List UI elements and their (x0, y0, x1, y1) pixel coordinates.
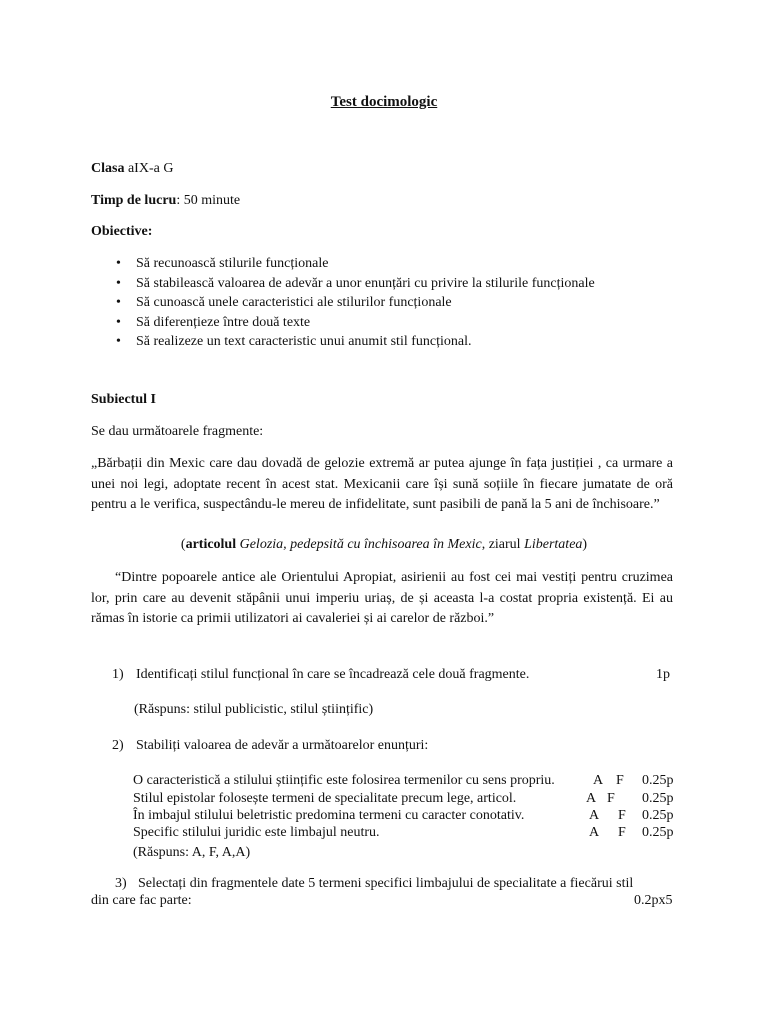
q2-statement: Specific stilului juridic este limbajul neutru. (133, 825, 380, 840)
source-newspaper: Libertatea (524, 537, 583, 552)
objective-item: • Să recunoască stilurile funcționale (116, 254, 595, 274)
time-line (91, 193, 240, 209)
source-label: articolul (185, 537, 237, 552)
fragment-1: „Bărbații din Mexic care dau dovadă de gelozie extremă ar putea ajunge în fața justiției , ca urmare a unei noi legi, adoptate recent în acest stat. Mexicanii care își sună soțiile în fiecare jumatate de oră pentru a le verifica, suspectându-le mereu de infidelitate, sunt pasibili de pană la 5 ani de închisoare.” (91, 456, 673, 512)
objective-item: • Să diferențieze între două texte (116, 313, 595, 333)
q2-option-f: F (618, 825, 626, 840)
objective-item: • Să cunoască unele caracteristici ale stilurilor funcționale (116, 293, 595, 313)
q1-points: 1p (656, 667, 670, 682)
document-title: Test docimologic (330, 94, 438, 110)
q2-option-a: A (589, 825, 600, 840)
q2-option-a: A (589, 808, 600, 823)
q2-text: Stabiliți valoarea de adevăr a următoarelor enunțuri: (136, 738, 429, 753)
fragment-source (0, 537, 768, 553)
objective-item: • Să stabilească valoarea de adevăr a unor enunțări cu privire la stilurile funcționale (116, 274, 595, 294)
q1-number: 1) (112, 667, 124, 682)
class-line (91, 161, 173, 177)
source-open: ( (180, 537, 186, 552)
class-value: aIX-a G (124, 161, 174, 176)
fragment-2: “Dintre popoarele antice ale Orientului Apropiat, asirienii au fost cei mai vestiți pentru cruzimea lor, prin care au devenit stăpânii unui imperiu uriaș, de și aceasta l-a costat propria existență. Ei au rămas în istorie ca primii utilizatori ai cavaleriei și ai carelor de război.” (91, 570, 673, 626)
source-article-title: Gelozia, pedepsită cu închisoarea în Mexic (236, 537, 482, 552)
q2-option-f: F (618, 808, 626, 823)
time-value: : 50 minute (176, 193, 241, 208)
q3-text-line1: Selectați din fragmentele date 5 termeni specifici limbajului de specialitate a fiecărui stil (138, 876, 634, 891)
q1-text: Identificați stilul funcțional în care se încadrează cele două fragmente. (136, 667, 530, 682)
q2-statement: Stilul epistolar folosește termeni de specialitate precum lege, articol. (133, 791, 517, 806)
q2-points: 0.25p (642, 773, 674, 788)
q3-number: 3) (115, 876, 127, 891)
subject-intro: Se dau următoarele fragmente: (91, 424, 264, 439)
q2-option-f: F (607, 791, 615, 806)
time-label: Timp de lucru (91, 193, 177, 208)
q3-text-line2: din care fac parte: (91, 893, 192, 908)
q2-option-a: A (593, 773, 604, 788)
q2-number: 2) (112, 738, 124, 753)
q2-option-f: F (616, 773, 624, 788)
q1-answer: (Răspuns: stilul publicistic, stilul științific) (134, 702, 374, 717)
objectives-list (116, 254, 595, 352)
q2-answer: (Răspuns: A, F, A,A) (133, 845, 251, 860)
q2-statement: O caracteristică a stilului științific este folosirea termenilor cu sens propriu. (133, 773, 555, 788)
subject-heading: Subiectul I (91, 392, 156, 407)
q2-points: 0.25p (642, 791, 674, 806)
source-close: ) (582, 537, 588, 552)
q2-points: 0.25p (642, 808, 674, 823)
q3-points: 0.2px5 (634, 893, 673, 908)
objectives-label: Obiective: (91, 224, 153, 239)
source-middle: , ziarul (481, 537, 525, 552)
q2-points: 0.25p (642, 825, 674, 840)
class-label: Clasa (91, 161, 125, 176)
objective-item: • Să realizeze un text caracteristic unui anumit stil funcțional. (116, 332, 595, 352)
q2-statement: În imbajul stilului beletristic predomina termeni cu caracter conotativ. (133, 808, 525, 823)
q2-option-a: A (586, 791, 597, 806)
